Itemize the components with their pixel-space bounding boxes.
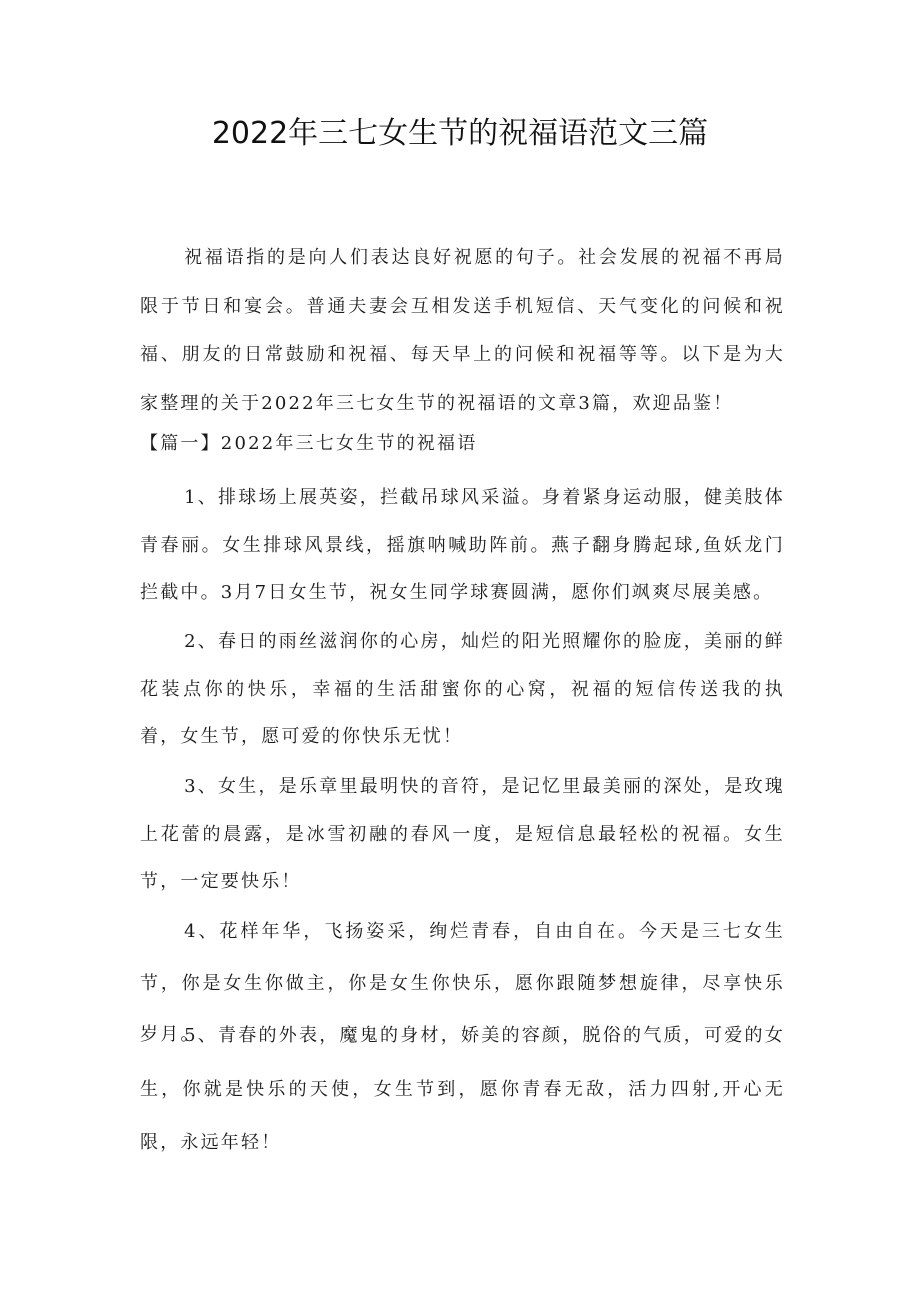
blessing-item-4: 4、花样年华，飞扬姿采，绚烂青春，自由自在。今天是三七女生节，你是女生你做主，你是女生你快乐，愿你跟随梦想旋律，尽享快乐岁月。 <box>140 921 785 1045</box>
section-heading: 【篇一】2022年三七女生节的祝福语 <box>140 433 478 454</box>
blessing-item-5: 5、青春的外表，魔鬼的身材，娇美的容颜，脱俗的气质，可爱的女生，你就是快乐的天使，女生节到，愿你青春无敌，活力四射,开心无限，永远年轻！ <box>140 1025 785 1153</box>
blessing-item-2-block <box>140 618 785 761</box>
blessing-item-1: 1、排球场上展英姿，拦截吊球风采溢。身着紧身运动服，健美肢体青春丽。女生排球风景线，摇旗呐喊助阵前。燕子翻身腾起球,鱼妖龙门拦截中。3月7日女生节，祝女生同学球赛圆满，愿你们飒爽尽展美感。 <box>140 487 785 603</box>
blessing-item-3-block <box>140 763 785 906</box>
blessing-item-3: 3、女生，是乐章里最明快的音符，是记忆里最美丽的深处，是玫瑰上花蕾的晨露，是冰雪初融的春风一度，是短信息最轻松的祝福。女生节，一定要快乐！ <box>140 776 785 892</box>
intro-paragraph: 祝福语指的是向人们表达良好祝愿的句子。社会发展的祝福不再局限于节日和宴会。普通夫妻会互相发送手机短信、天气变化的问候和祝福、朋友的日常鼓励和祝福、每天早上的问候和祝福等等。以下是为大家整理的关于2022年三七女生节的祝福语的文章3篇，欢迎品鉴！ <box>140 247 785 414</box>
blessing-item-5-block <box>140 1009 785 1170</box>
intro-paragraph-block <box>140 234 785 428</box>
blessing-item-2: 2、春日的雨丝滋润你的心房，灿烂的阳光照耀你的脸庞，美丽的鲜花装点你的快乐，幸福的生活甜蜜你的心窝，祝福的短信传送我的执着，女生节，愿可爱的你快乐无忧！ <box>140 631 785 747</box>
blessing-item-1-block <box>140 474 785 617</box>
document-title: 2022年三七女生节的祝福语范文三篇 <box>211 116 709 151</box>
section-heading-block <box>140 426 785 462</box>
